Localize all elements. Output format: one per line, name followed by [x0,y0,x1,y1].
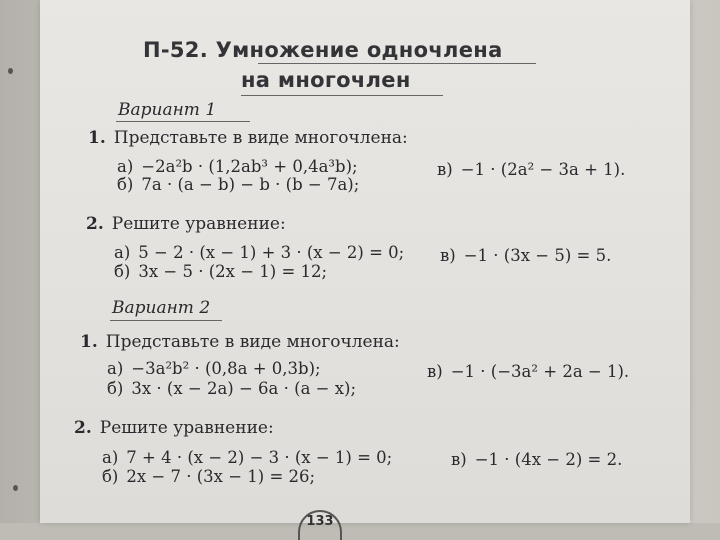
task-number: 1. [80,332,98,352]
v1-t1-item-v: в) −1 · (2a² − 3a + 1). [437,160,626,179]
task-text: Решите уравнение: [99,418,274,438]
page-subtitle: на многочлен [241,68,411,92]
v1-t1-item-b: б) 7a · (a − b) − b · (b − 7a); [117,175,360,194]
variant-2-underline [110,320,222,321]
variant-1-task-2 [86,214,286,234]
v2-t2-item-b: б) 2x − 7 · (3x − 1) = 26; [102,467,316,486]
task-number: 2. [86,214,104,234]
v1-t2-item-b: б) 3x − 5 · (2x − 1) = 12; [114,262,328,281]
task-text: Решите уравнение: [111,214,286,234]
variant-2-task-2 [74,418,274,438]
v1-t1-item-a: а) −2a²b · (1,2ab³ + 0,4a³b); [117,157,358,176]
page-number: 133 [298,510,342,540]
variant-1-underline [116,121,250,122]
task-text: Представьте в виде многочлена: [113,128,408,148]
subtitle-underline [241,95,443,96]
page-title: П-52. Умножение одночлена [143,38,503,62]
title-underline [258,63,536,64]
variant-1-heading: Вариант 1 [118,100,217,120]
margin-mark [13,485,18,491]
variant-2-task-1 [80,332,400,352]
task-number: 1. [88,128,106,148]
variant-2-heading: Вариант 2 [112,298,211,318]
v2-t2-item-v: в) −1 · (4x − 2) = 2. [451,450,623,469]
v2-t1-item-a: а) −3a²b² · (0,8a + 0,3b); [107,359,321,378]
variant-1-task-1 [88,128,408,148]
v1-t2-item-a: а) 5 − 2 · (x − 1) + 3 · (x − 2) = 0; [114,243,405,262]
v2-t1-item-b: б) 3x · (x − 2a) − 6a · (a − x); [107,379,357,398]
v2-t1-item-v: в) −1 · (−3a² + 2a − 1). [427,362,630,381]
task-text: Представьте в виде многочлена: [105,332,400,352]
v1-t2-item-v: в) −1 · (3x − 5) = 5. [440,246,612,265]
task-number: 2. [74,418,92,438]
margin-mark [8,68,13,74]
v2-t2-item-a: а) 7 + 4 · (x − 2) − 3 · (x − 1) = 0; [102,448,393,467]
